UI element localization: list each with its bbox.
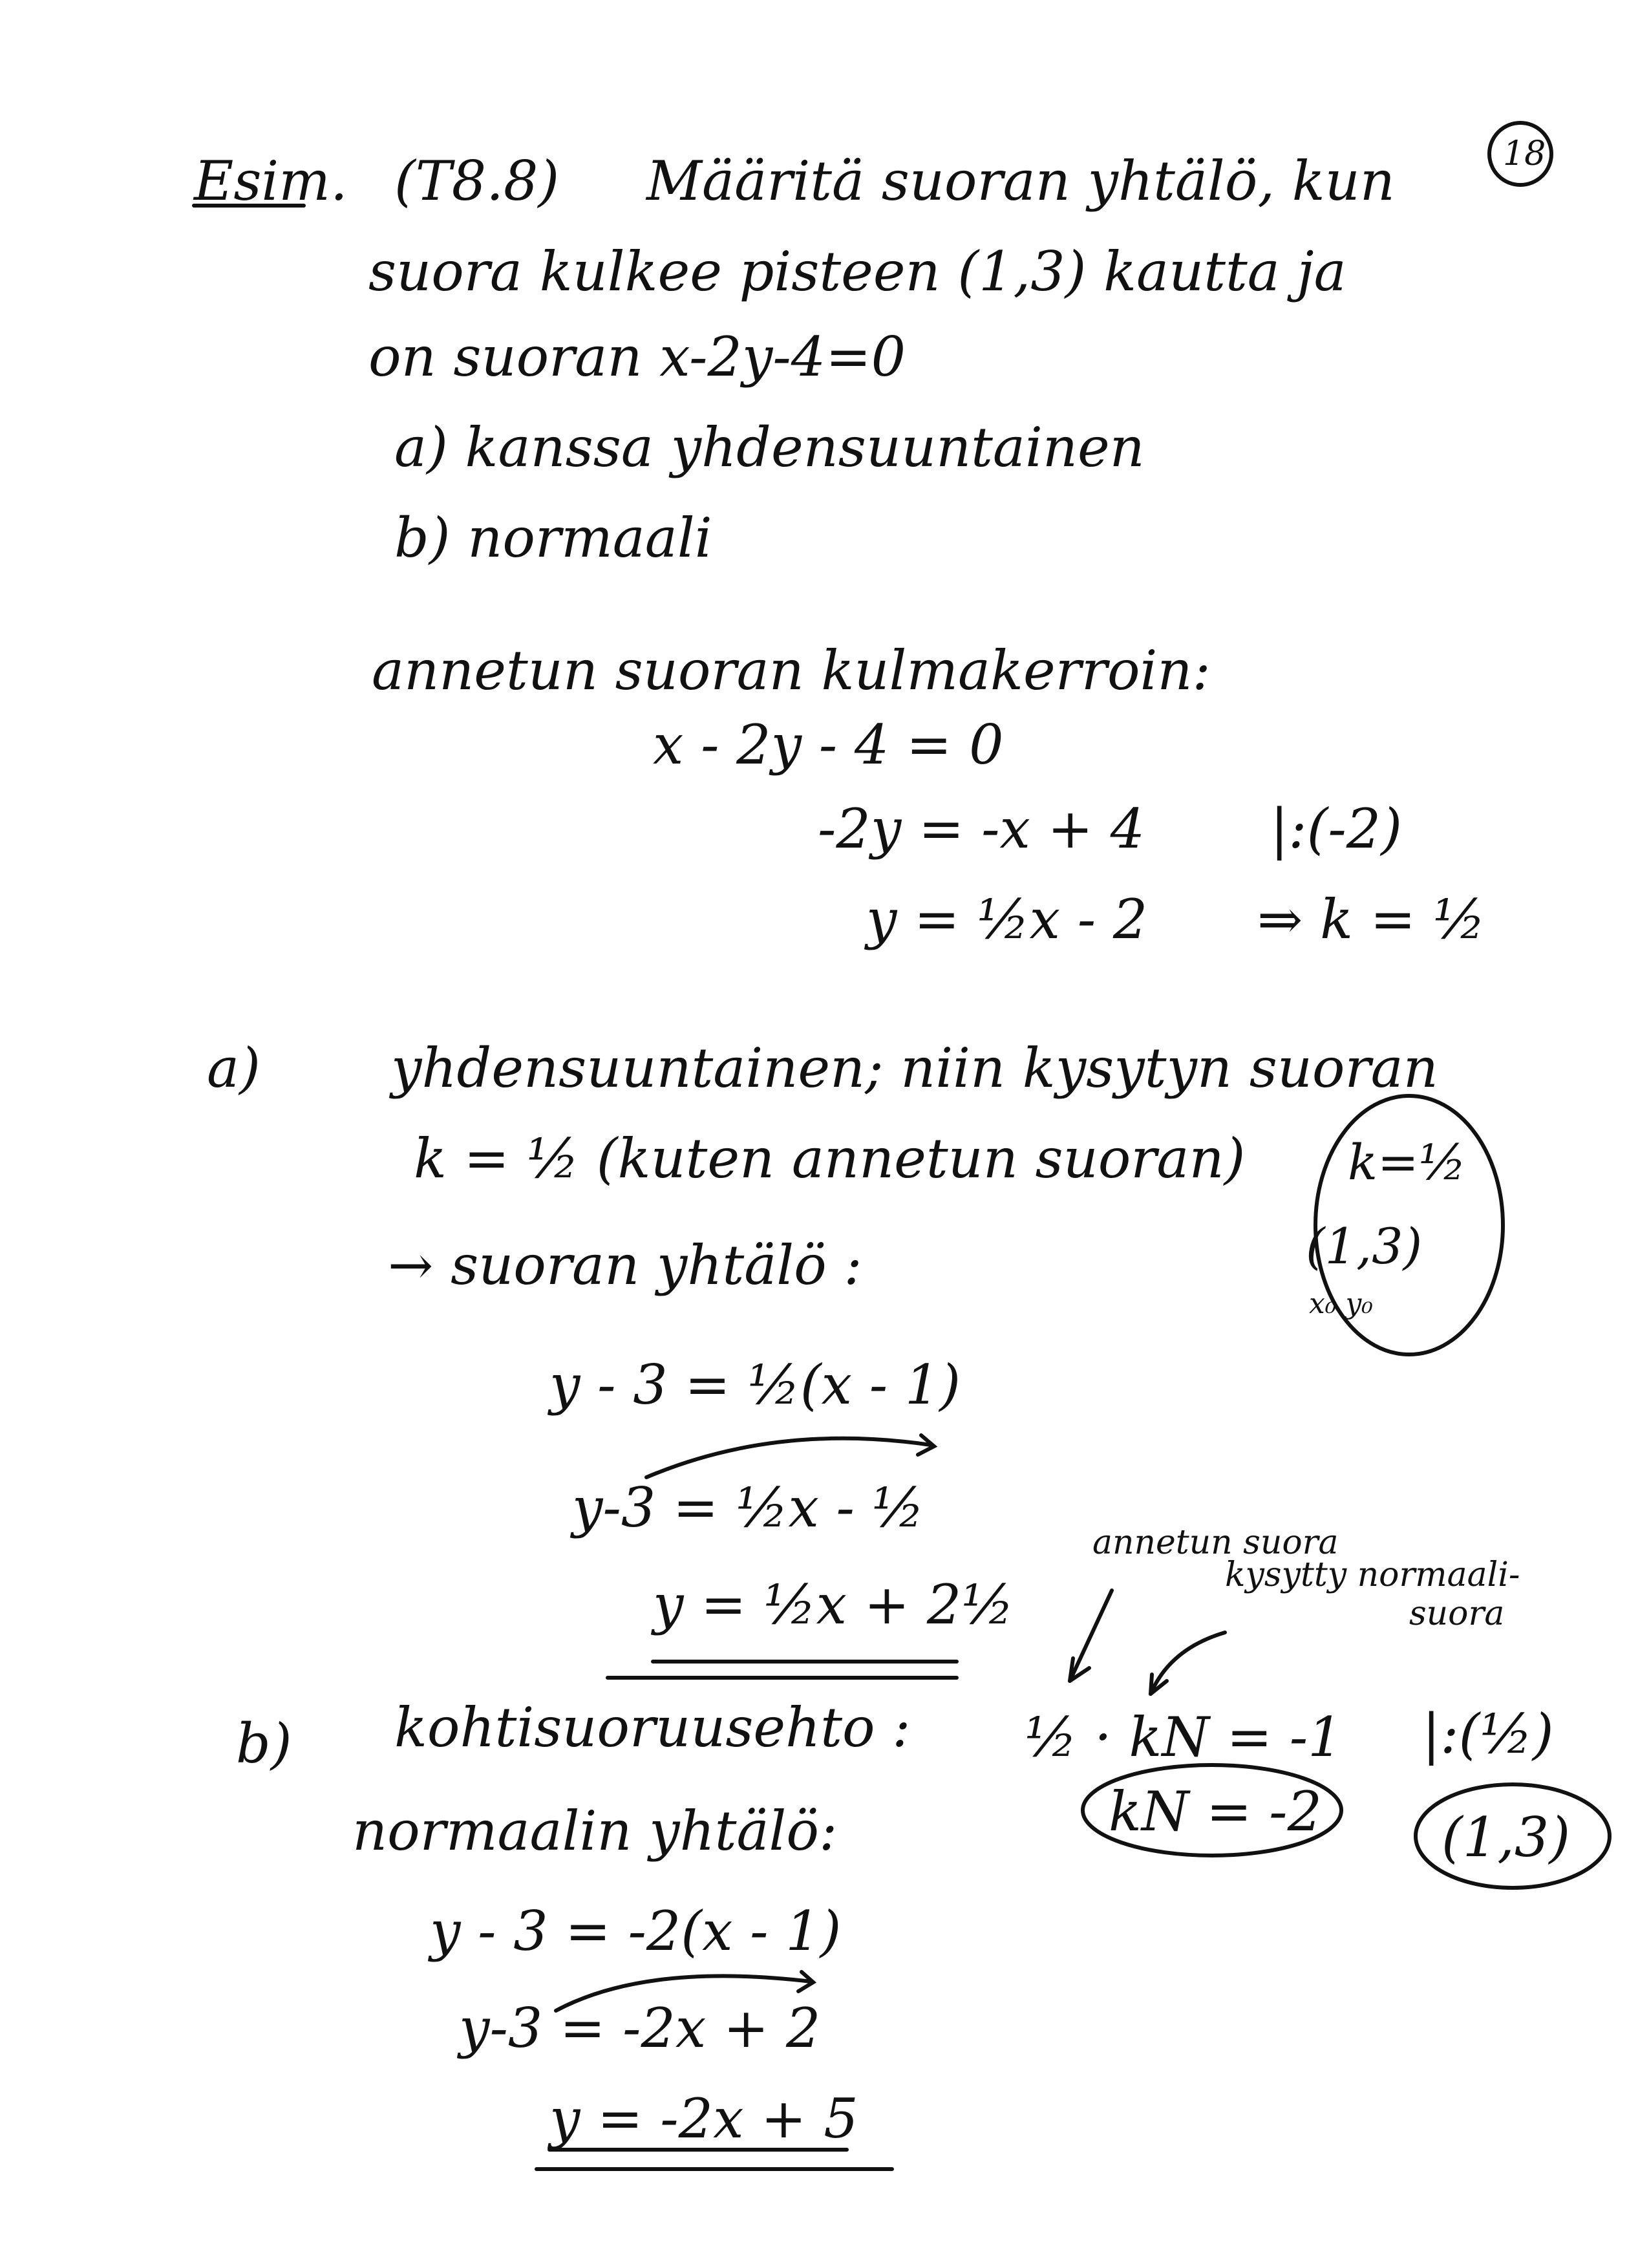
condition-equation: ½ · kN = -1 [1025, 1706, 1343, 1769]
normal-equation-title: normaalin yhtälö: [352, 1799, 838, 1863]
section-a-line-1: yhdensuuntainen; niin kysytyn suoran [391, 1036, 1438, 1100]
section-b-point: (1,3) [1442, 1806, 1571, 1869]
section-b-label: b) [236, 1712, 292, 1775]
slope-eq-1: x - 2y - 4 = 0 [653, 713, 1004, 776]
problem-line-3: on suoran x-2y-4=0 [368, 325, 906, 389]
section-a-label: a) [207, 1036, 261, 1100]
section-a-arrow-text: → suoran yhtälö : [388, 1234, 862, 1297]
slope-result: ⇒ k = ½ [1257, 888, 1486, 951]
exercise-reference: (T8.8) [394, 149, 560, 213]
section-a-eq-1: y - 3 = ½(x - 1) [549, 1353, 961, 1417]
condition-equation-note: |:(½) [1422, 1702, 1554, 1766]
problem-line-2: suora kulkee pisteen (1,3) kautta ja [368, 240, 1346, 303]
normal-slope-result: kN = -2 [1109, 1780, 1323, 1843]
problem-line-1: Määritä suoran yhtälö, kun [646, 149, 1395, 213]
page-number-badge: 18 [1503, 134, 1546, 173]
bubble-subscripts: x₀ y₀ [1309, 1287, 1373, 1320]
distribute-arrow-a [646, 1439, 931, 1477]
example-label: Esim. [194, 149, 348, 213]
section-a-eq-2: y-3 = ½x - ½ [572, 1476, 925, 1539]
slope-eq-3: y = ½x - 2 [866, 888, 1148, 951]
note-requested-normal-2: suora [1409, 1594, 1505, 1633]
bubble-slope: k=½ [1348, 1133, 1467, 1191]
section-b-eq-2: y-3 = -2x + 2 [459, 1996, 821, 2060]
section-a-result: y = ½x + 2½ [653, 1573, 1014, 1636]
bubble-point: (1,3) [1306, 1217, 1423, 1275]
slope-intro: annetun suoran kulmakerroin: [372, 639, 1211, 702]
problem-part-a: a) kanssa yhdensuuntainen [394, 416, 1145, 479]
note-given-line: annetun suora [1092, 1523, 1339, 1562]
section-b-eq-1: y - 3 = -2(x - 1) [430, 1899, 842, 1963]
section-a-line-2: k = ½ (kuten annetun suoran) [414, 1127, 1246, 1190]
slope-eq-2-note: |:(-2) [1270, 797, 1402, 861]
slope-eq-2: -2y = -x + 4 [818, 797, 1145, 861]
perpendicularity-condition: kohtisuoruusehto : [394, 1696, 911, 1759]
problem-part-b: b) normaali [394, 506, 712, 570]
section-b-result: y = -2x + 5 [549, 2087, 858, 2150]
note-requested-normal: kysytty normaali- [1225, 1556, 1520, 1594]
